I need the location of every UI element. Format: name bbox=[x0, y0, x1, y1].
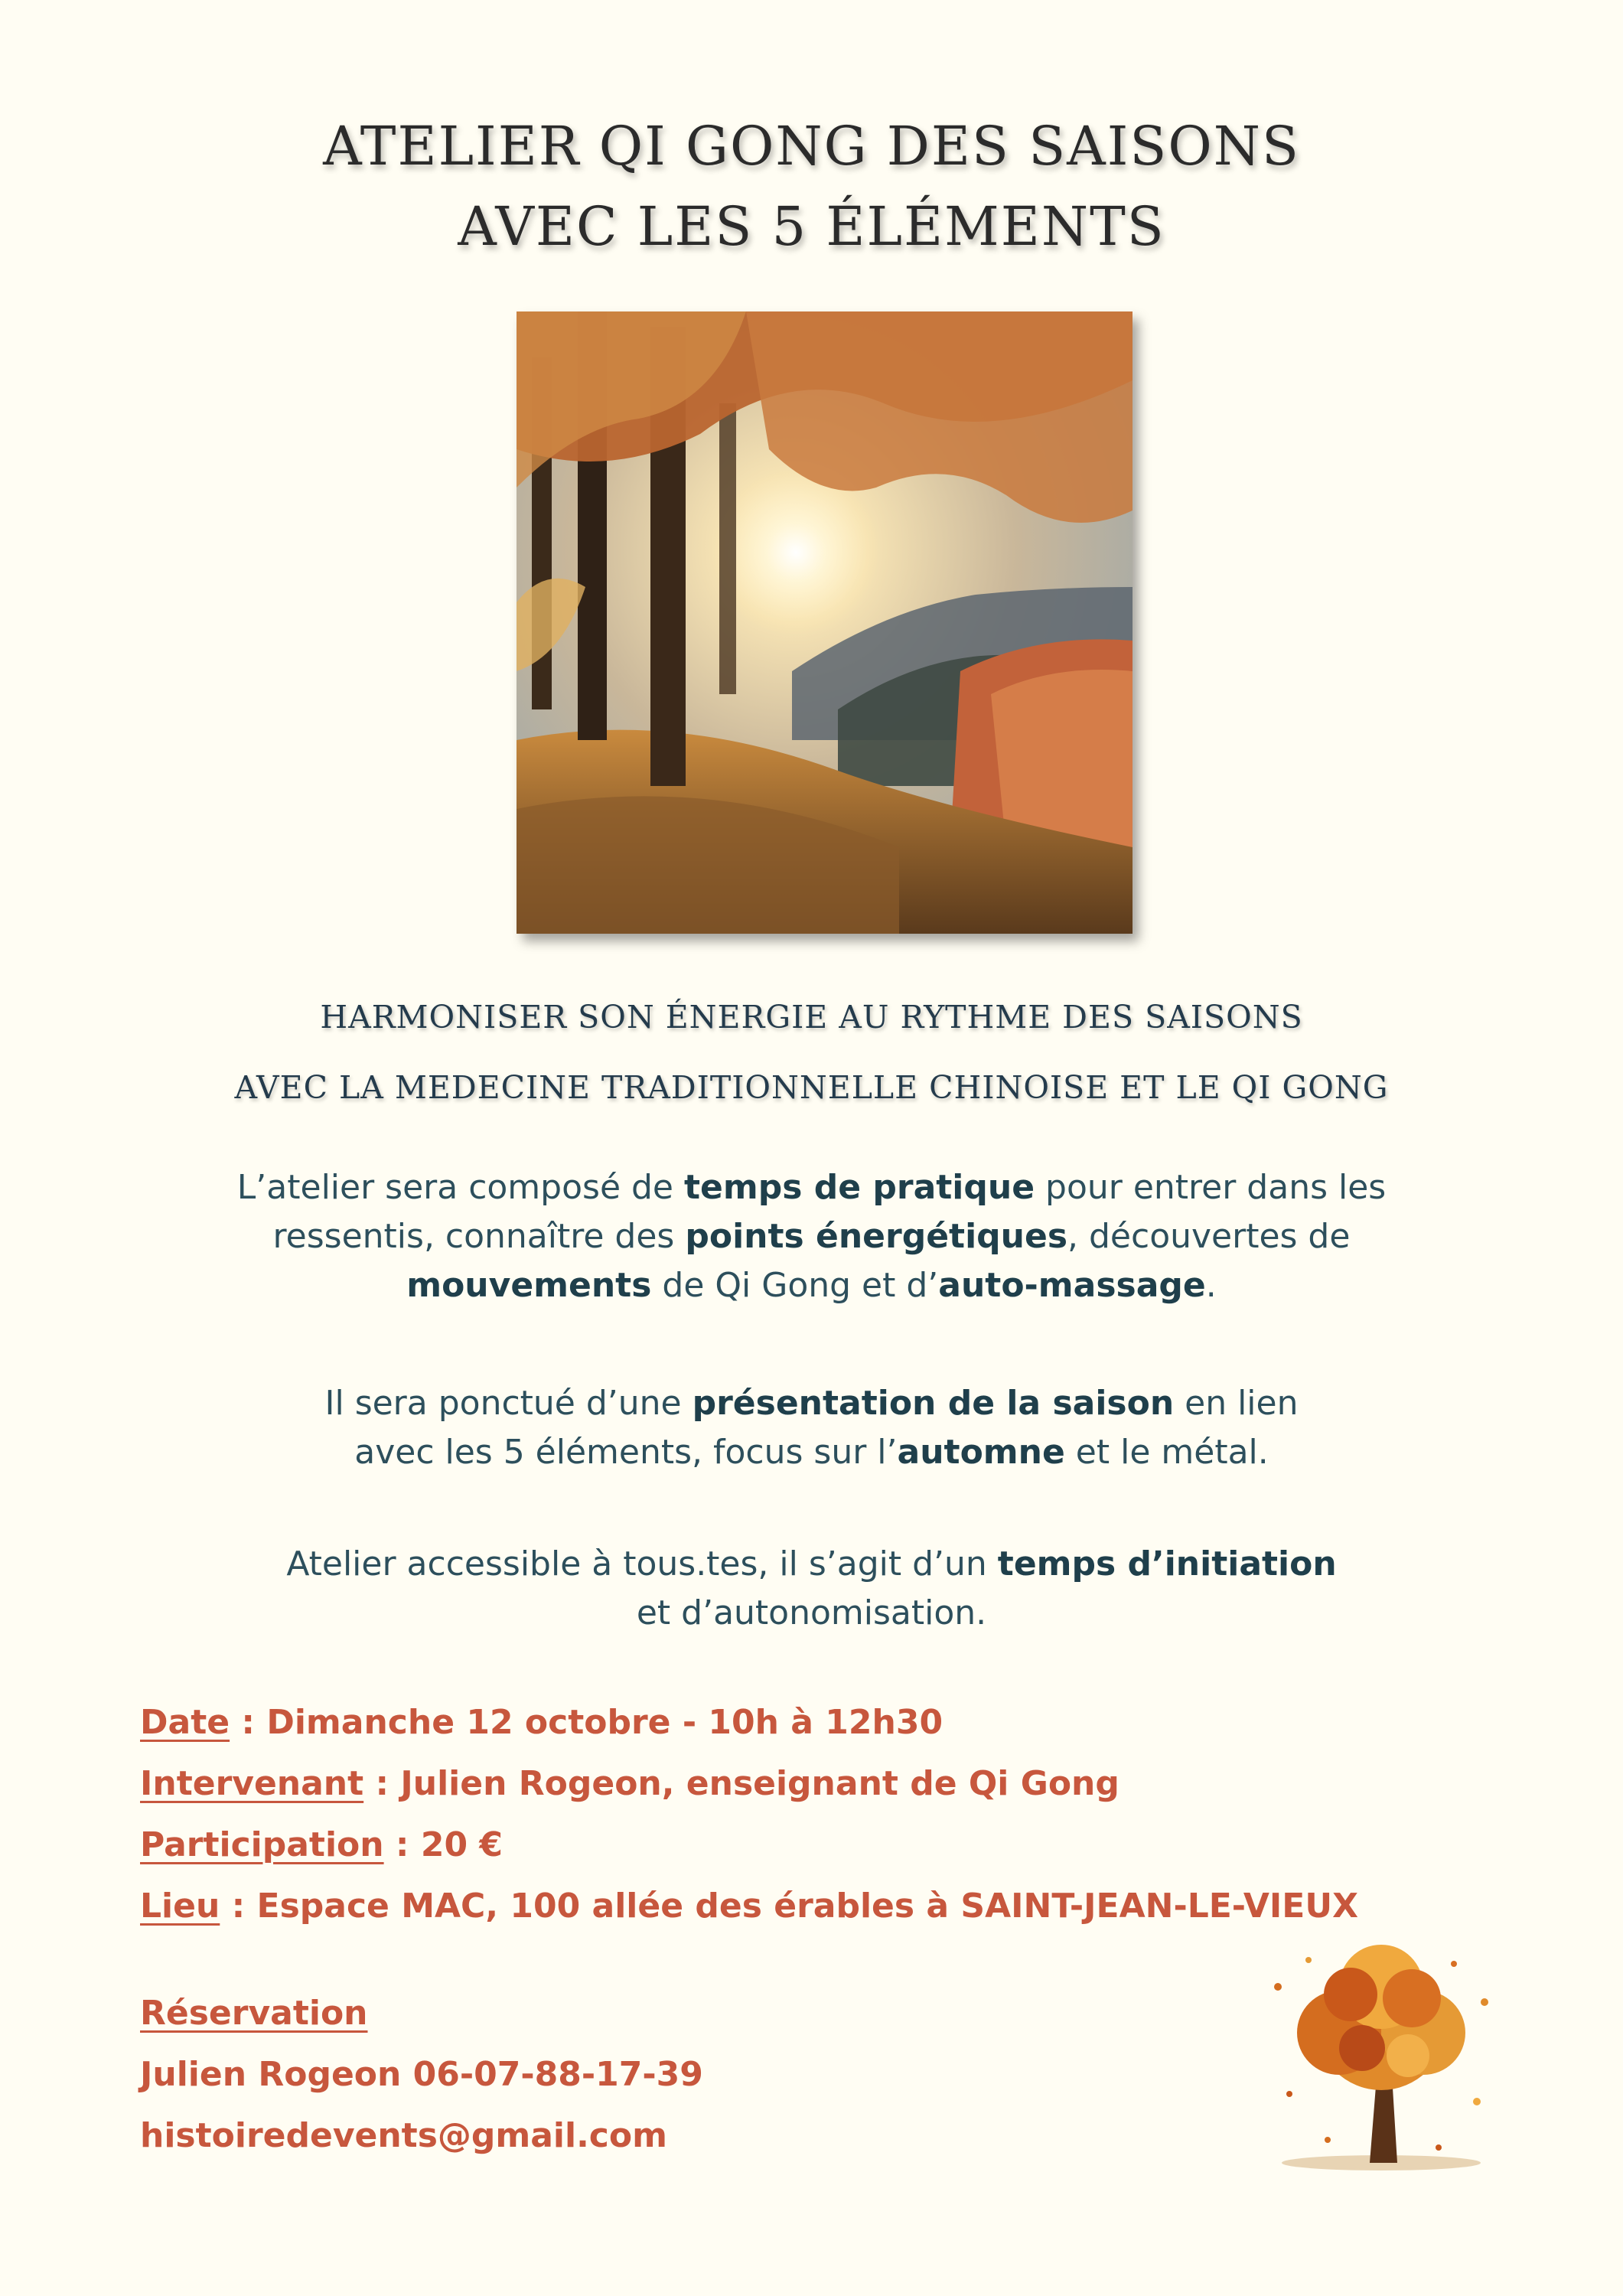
reservation-heading: Réservation bbox=[140, 1994, 368, 2033]
title-line-1: ATELIER QI GONG DES SAISONS bbox=[323, 115, 1300, 178]
paragraph-3-line-1: Atelier accessible à tous.tes, il s’agit d’un temps d’initiation bbox=[286, 1544, 1337, 1583]
description-paragraph-2 bbox=[0, 1379, 1623, 1477]
paragraph-1-line-1: L’atelier sera composé de temps de pratique pour entrer dans les bbox=[236, 1168, 1387, 1207]
paragraph-1-line-3: mouvements de Qi Gong et d’auto-massage. bbox=[406, 1266, 1217, 1305]
event-speaker: Intervenant : Julien Rogeon, enseignant de Qi Gong bbox=[140, 1764, 1119, 1803]
title-line-2: AVEC LES 5 ÉLÉMENTS bbox=[458, 195, 1165, 258]
paragraph-2-line-1: Il sera ponctué d’une présentation de la saison en lien bbox=[324, 1384, 1299, 1423]
autumn-forest-photo bbox=[517, 311, 1133, 934]
subtitle-line-1: HARMONISER SON ÉNERGIE AU RYTHME DES SAISONS bbox=[320, 999, 1303, 1035]
subtitle-line-2: AVEC LA MEDECINE TRADITIONNELLE CHINOISE ET LE QI GONG bbox=[234, 1069, 1389, 1106]
paragraph-2-line-2: avec les 5 éléments, focus sur l’automne et le métal. bbox=[354, 1433, 1269, 1472]
event-location: Lieu : Espace MAC, 100 allée des érables à SAINT-JEAN-LE-VIEUX bbox=[140, 1887, 1359, 1926]
paragraph-3-line-2: et d’autonomisation. bbox=[636, 1593, 987, 1632]
paragraph-1-line-2: ressentis, connaître des points énergétiques, découvertes de bbox=[272, 1217, 1351, 1256]
description-paragraph-1 bbox=[0, 1163, 1623, 1310]
event-price: Participation : 20 € bbox=[140, 1825, 503, 1864]
description-paragraph-3 bbox=[0, 1540, 1623, 1638]
reservation-contact: Julien Rogeon 06-07-88-17-39 bbox=[140, 2055, 703, 2094]
event-date: Date : Dimanche 12 octobre - 10h à 12h30 bbox=[140, 1703, 943, 1742]
autumn-tree-illustration bbox=[1255, 1941, 1507, 2178]
reservation-email[interactable]: histoiredevents@gmail.com bbox=[140, 2116, 667, 2155]
